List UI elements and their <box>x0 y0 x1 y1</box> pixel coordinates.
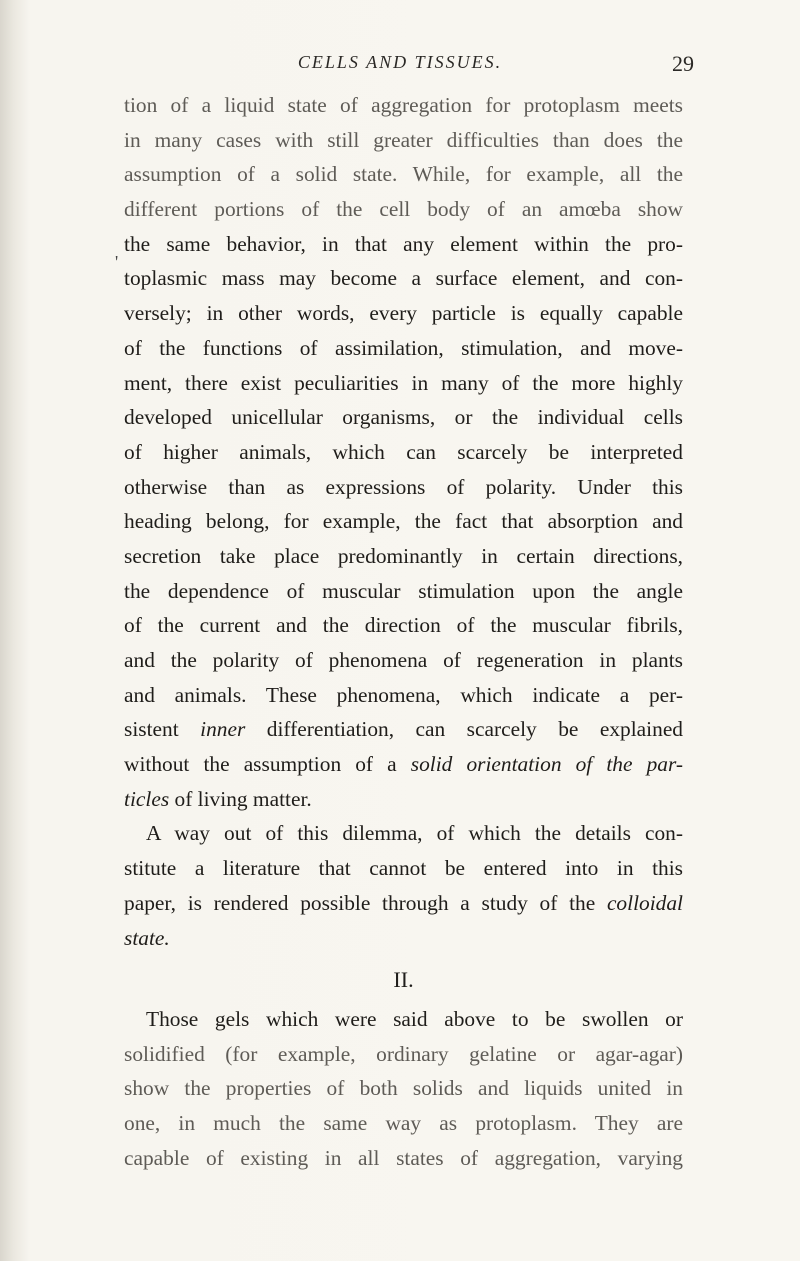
text-line: and the polarity of phenomena of regeneration in plants <box>124 648 683 672</box>
italic-run: solid orientation of the par- <box>410 752 683 777</box>
text-line: assumption of a solid state. While, for example, all the <box>124 162 683 187</box>
text-line <box>124 782 683 817</box>
text-line <box>124 747 683 782</box>
text-line: the same behavior, in that any element within the pro- <box>124 231 683 256</box>
paragraph-1 <box>124 88 683 816</box>
text-line: in many cases with still greater difficulties than does the <box>124 127 683 152</box>
text-line: of the current and the direction of the muscular fibrils, <box>124 613 683 638</box>
text-line: toplasmic mass may become a surface element, and con- <box>124 266 683 291</box>
text-line: and animals. These phenomena, which indicate a per- <box>124 682 683 707</box>
text-line: developed unicellular organisms, or the individual cells <box>124 405 683 430</box>
paragraph-3 <box>124 1002 683 1175</box>
text-line: one, in much the same way as protoplasm. They are <box>124 1110 683 1135</box>
text-line: stitute a literature that cannot be entered into in this <box>124 856 683 881</box>
italic-run: state. <box>124 925 170 950</box>
text-line: A way out of this dilemma, of which the details con- <box>146 821 683 846</box>
text-line: different portions of the cell body of an amœba show <box>124 197 683 222</box>
text-line: of the functions of assimilation, stimulation, and move- <box>124 335 683 360</box>
italic-run: inner <box>200 717 246 742</box>
running-head <box>120 51 694 82</box>
paragraph-2 <box>124 816 683 955</box>
text-line: the dependence of muscular stimulation upon the angle <box>124 578 683 603</box>
text-line <box>124 921 683 956</box>
text-line <box>124 886 683 921</box>
text-run: without the assumption of a <box>124 752 411 777</box>
text-run: of living matter. <box>169 786 312 811</box>
text-line: Those gels which were said above to be swollen or <box>146 1006 683 1031</box>
section-heading: II. <box>393 967 414 993</box>
text-line: solidified (for example, ordinary gelatine or agar-agar) <box>124 1041 683 1066</box>
text-line: capable of existing in all states of aggregation, varying <box>124 1145 683 1170</box>
running-title: CELLS AND TISSUES. <box>297 52 503 72</box>
text-line: ment, there exist peculiarities in many of the more highly <box>124 370 683 395</box>
text-line: secretion take place predominantly in certain directions, <box>124 543 683 568</box>
body-text <box>124 88 683 1175</box>
text-run: sistent <box>124 717 201 742</box>
text-line: versely; in other words, every particle is equally capable <box>124 301 683 326</box>
text-line <box>124 712 683 747</box>
italic-run: ticles <box>124 786 170 811</box>
text-line: otherwise than as expressions of polarity. Under this <box>124 474 683 499</box>
text-run: differentiation, can scarcely be explained <box>245 717 684 742</box>
margin-mark: ' <box>115 252 119 272</box>
italic-run: colloidal <box>606 890 683 915</box>
text-run: paper, is rendered possible through a study of the <box>124 890 607 915</box>
text-line: tion of a liquid state of aggregation for protoplasm meets <box>124 93 683 117</box>
text-line: heading belong, for example, the fact that absorption and <box>124 509 683 534</box>
text-line: show the properties of both solids and liquids united in <box>124 1076 683 1101</box>
page-number: 29 <box>672 51 694 76</box>
text-line: of higher animals, which can scarcely be interpreted <box>124 439 683 464</box>
